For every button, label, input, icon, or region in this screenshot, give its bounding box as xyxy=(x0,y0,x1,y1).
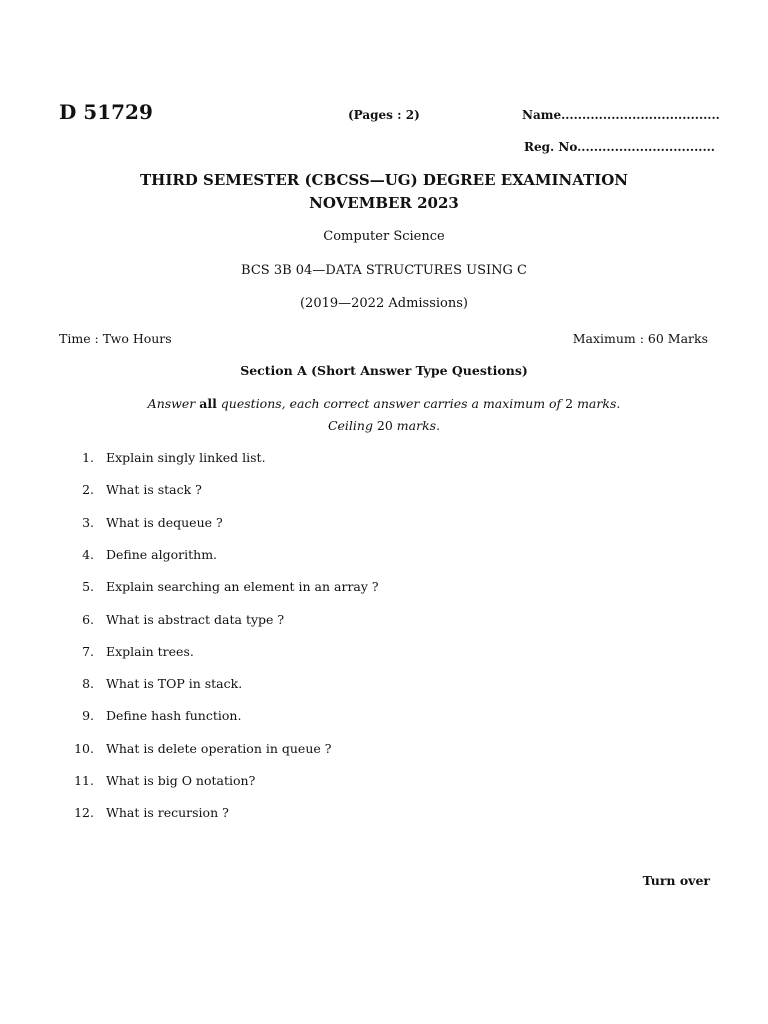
question-number: 2. xyxy=(82,482,94,497)
question-text: What is TOP in stack. xyxy=(106,676,243,691)
maximum-marks: Maximum : 60 Marks xyxy=(572,331,708,346)
question-text: What is stack ? xyxy=(106,482,202,497)
turn-over: Turn over xyxy=(642,873,710,888)
question-text: What is delete operation in queue ? xyxy=(106,741,332,756)
question-number: 3. xyxy=(82,515,94,530)
subject: Computer Science xyxy=(323,229,445,244)
question-text: Explain searching an element in an array ? xyxy=(106,579,379,594)
question-text: Explain singly linked list. xyxy=(106,450,266,465)
question-paper-code: D 51729 xyxy=(59,100,153,124)
ceiling-marks: 20 xyxy=(376,418,393,433)
question-number: 5. xyxy=(82,579,94,594)
ceiling-text: Ceiling xyxy=(327,418,377,433)
ceiling-text: marks. xyxy=(392,418,441,433)
instruction-text: questions, each correct answer carries a maximum of xyxy=(216,396,566,411)
exam-duration: Time : Two Hours xyxy=(59,331,172,346)
question-text: What is dequeue ? xyxy=(106,515,223,530)
question-text: What is abstract data type ? xyxy=(106,612,285,627)
instruction-marks: 2 xyxy=(565,396,574,411)
reg-no-field: Reg. No................................. xyxy=(524,140,715,154)
page-count: (Pages : 2) xyxy=(348,108,420,122)
exam-title: THIRD SEMESTER (CBCSS—UG) DEGREE EXAMINATION xyxy=(139,171,629,189)
paper-title: BCS 3B 04—DATA STRUCTURES USING C xyxy=(241,263,527,278)
question-number: 1. xyxy=(82,450,94,465)
name-field: Name...................................... xyxy=(522,108,720,122)
admissions: (2019—2022 Admissions) xyxy=(299,296,468,311)
question-text: Explain trees. xyxy=(106,644,194,659)
ceiling-instruction xyxy=(0,418,768,433)
question-text: Define algorithm. xyxy=(106,547,218,562)
question-text: Define hash function. xyxy=(106,708,242,723)
question-number: 7. xyxy=(82,644,94,659)
question-text: What is recursion ? xyxy=(106,805,229,820)
question-number: 10. xyxy=(74,741,94,756)
instruction-text: Answer xyxy=(147,396,200,411)
exam-session: NOVEMBER 2023 xyxy=(309,194,459,212)
question-number: 12. xyxy=(74,805,94,820)
section-instruction xyxy=(0,396,768,411)
instruction-text: marks. xyxy=(573,396,621,411)
question-number: 11. xyxy=(74,773,94,788)
question-number: 4. xyxy=(82,547,94,562)
question-text: What is big O notation? xyxy=(106,773,256,788)
instruction-emphasis: all xyxy=(199,396,217,411)
question-number: 8. xyxy=(82,676,94,691)
question-number: 9. xyxy=(82,708,94,723)
section-title: Section A (Short Answer Type Questions) xyxy=(240,363,528,378)
question-number: 6. xyxy=(82,612,94,627)
